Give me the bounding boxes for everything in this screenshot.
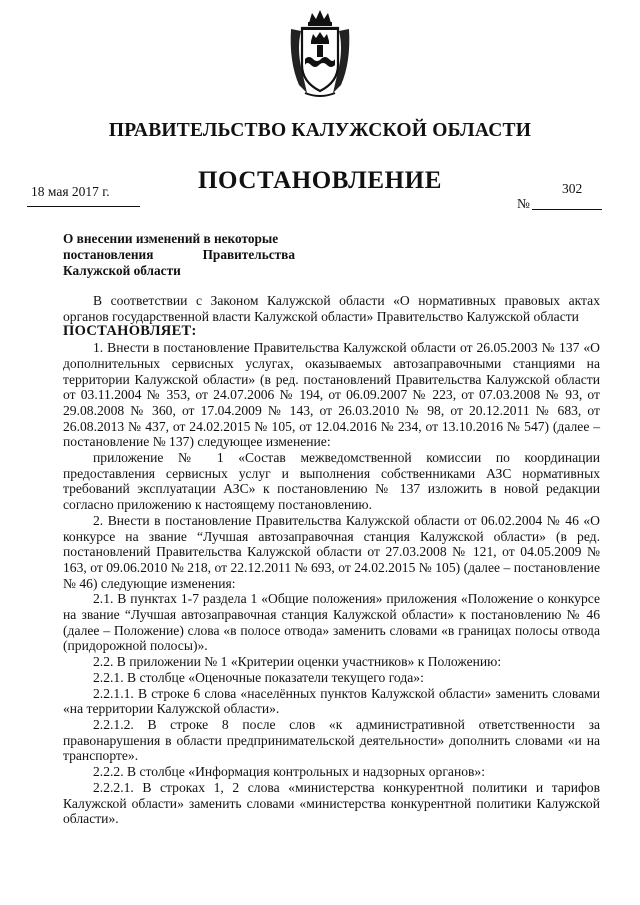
- document-subject: [63, 231, 295, 280]
- paragraph-2-2-2: 2.2.2. В столбце «Информация контрольных и надзорных органов»:: [93, 764, 486, 780]
- paragraph-2-2-1-2: 2.2.1.2. В строке 8 после слов «к административной ответственности за правонарушения в области предпринимательской деятельности» дополнить словами «и на транспорте».: [63, 716, 600, 764]
- paragraph-2-2-2-1: 2.2.2.1. В строках 1, 2 слова «министерства конкурентной политики и тарифов Калужской области» заменить словами «министерства конкурентной политики Калужской области».: [63, 779, 600, 827]
- paragraph-2-2: 2.2. В приложении № 1 «Критерии оценки участников» к Положению:: [93, 654, 502, 670]
- government-title: ПРАВИТЕЛЬСТВО КАЛУЖСКОЙ ОБЛАСТИ: [108, 120, 532, 141]
- paragraph-2: 2. Внести в постановление Правительства Калужской области от 06.02.2004 № 46 «О конкурсе на звание “Лучшая автозаправочная станция Калужской области» (в ред. постановлений Правительства Калужской области от 27.03.2008 № 121, от 04.05.2009 № 163, от 09.06.2010 № 218, от 22.12.2011 № 693, от 24.02.2015 № 105) (далее – постановление № 46) следующие изменения:: [63, 512, 600, 591]
- date-underline: [27, 206, 140, 207]
- document-number: 302: [562, 181, 583, 196]
- subject-line-2b: Правительства: [202, 247, 295, 263]
- preamble: В соответствии с Законом Калужской области «О нормативных правовых актах органов государственной власти Калужской области» Правительство Калужской области: [63, 293, 600, 324]
- number-sign: №: [517, 196, 530, 211]
- paragraph-2-2-1-1: 2.2.1.1. В строке 6 слова «населённых пунктов Калужской области» заменить словами «на территории Калужской области».: [63, 685, 600, 717]
- coat-of-arms-icon: [287, 7, 353, 97]
- document-date: 18 мая 2017 г.: [31, 184, 110, 199]
- subject-line-2a: постановления: [63, 247, 154, 263]
- document-body: [63, 293, 600, 827]
- subject-line-3: Калужской области: [63, 263, 181, 279]
- subject-line-1: О внесении изменений в некоторые: [63, 231, 279, 246]
- subject-line-2: [63, 247, 295, 263]
- paragraph-1: 1. Внести в постановление Правительства Калужской области от 26.05.2003 № 137 «О дополнительных сервисных услугах, оказываемых автозаправочными станциями на территории Калужской области» (в ред. постановлений Правительства Калужской области от 03.11.2004 № 353, от 24.07.2006 № 194, от 06.09.2007 № 223, от 07.03.2008 № 93, от 29.08.2008 № 360, от 17.04.2009 № 143, от 26.03.2010 № 98, от 20.12.2011 № 683, от 26.08.2013 № 437, от 24.02.2015 № 105, от 12.04.2016 № 234, от 13.10.2016 № 547) (далее – постановление № 137) следующее изменение:: [63, 340, 600, 450]
- paragraph-2-2-1: 2.2.1. В столбце «Оценочные показатели текущего года»:: [93, 669, 424, 685]
- document-type-title: ПОСТАНОВЛЕНИЕ: [197, 167, 443, 194]
- paragraph-2-1: 2.1. В пунктах 1-7 раздела 1 «Общие положения» приложения «Положение о конкурсе на звание “Лучшая автозаправочная станция Калужской области» к постановлению № 46 (далее – Положение) слова «в полосе отвода» заменить словами «в границах полосы отвода (придорожной полосы)».: [63, 591, 600, 654]
- paragraph-1-sub: приложение № 1 «Состав межведомственной комиссии по координации предоставления сервисных услуг и выполнения собственниками АЗС нормативных требований эксплуатации АЗС» к постановлению № 137 изложить в новой редакции согласно приложению к настоящему постановлению.: [63, 450, 600, 513]
- resolves-heading: ПОСТАНОВЛЯЕТ:: [63, 323, 197, 340]
- number-underline: [532, 209, 602, 210]
